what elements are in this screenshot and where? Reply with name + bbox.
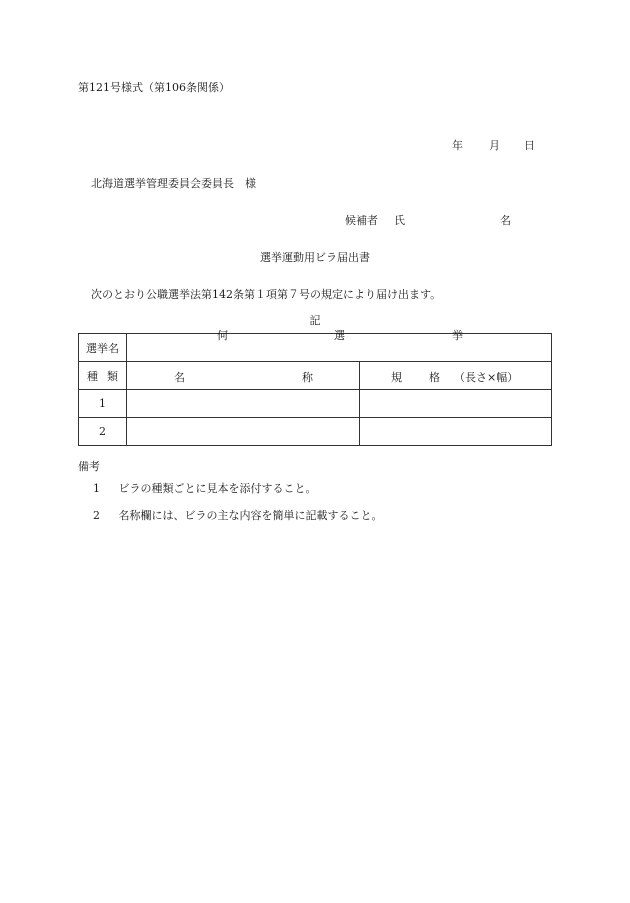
election-char-2: 選 <box>334 329 345 342</box>
row-number: 1 <box>79 390 127 418</box>
table-row <box>79 390 552 418</box>
name-header-2: 称 <box>302 370 313 384</box>
ki-heading: 記 <box>309 314 321 327</box>
remark-note-1 <box>93 480 317 496</box>
date-day-label: 日 <box>524 139 535 152</box>
note-number: 2 <box>93 509 100 522</box>
election-char-3: 挙 <box>452 329 463 342</box>
notification-table <box>78 329 552 446</box>
form-number: 第121号様式（第106条関係） <box>78 81 230 94</box>
kind-label-1: 種 <box>87 369 98 383</box>
name-header-cell <box>127 362 360 390</box>
spec-header-2: 格 <box>429 370 440 384</box>
table-row <box>79 418 552 446</box>
candidate-label: 候補者 <box>345 214 378 227</box>
name-header-1: 名 <box>174 370 185 384</box>
remark-note-2 <box>93 507 383 523</box>
date-year-label: 年 <box>452 139 463 152</box>
addressee: 北海道選挙管理委員会委員長 様 <box>91 177 256 190</box>
header-row <box>79 362 552 390</box>
spec-header-3: （長さ×幅） <box>454 370 519 384</box>
election-char-1: 何 <box>217 329 228 342</box>
election-row <box>79 334 552 362</box>
note-text: ビラの種類ごとに見本を添付すること。 <box>118 482 317 495</box>
row-2-name-cell[interactable] <box>127 418 360 446</box>
document-title: 選挙運動用ビラ届出書 <box>260 251 370 264</box>
row-number: 2 <box>79 418 127 446</box>
election-name-cell[interactable] <box>127 329 552 362</box>
note-text: 名称欄には、ビラの主な内容を簡単に記載すること。 <box>118 509 383 522</box>
kind-label-cell <box>79 362 127 390</box>
row-2-spec-cell[interactable] <box>360 418 552 446</box>
note-number: 1 <box>93 482 100 495</box>
election-name-label: 選挙名 <box>79 334 127 362</box>
date-month-label: 月 <box>489 139 500 152</box>
row-1-spec-cell[interactable] <box>360 390 552 418</box>
remarks-label: 備考 <box>78 460 100 473</box>
spec-header-cell <box>360 362 552 390</box>
candidate-surname-label: 氏 <box>394 214 405 227</box>
kind-label-2: 類 <box>107 369 118 383</box>
spec-header-1: 規 <box>391 370 402 384</box>
candidate-givenname-label: 名 <box>500 214 511 227</box>
body-text: 次のとおり公職選挙法第142条第１項第７号の規定により届け出ます。 <box>91 288 442 301</box>
row-1-name-cell[interactable] <box>127 390 360 418</box>
